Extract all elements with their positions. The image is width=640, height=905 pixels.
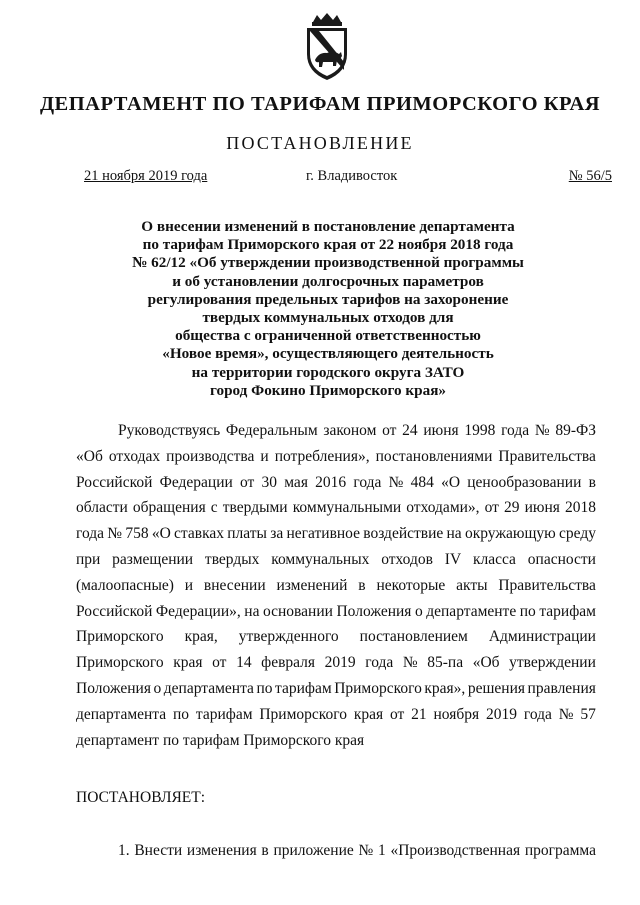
subject-line: и об установлении долгосрочных параметров: [172, 272, 484, 290]
subject-line: № 62/12 «Об утверждении производственной программы: [132, 254, 524, 272]
subject-line: город Фокино Приморского края»: [209, 381, 447, 399]
body-line: Приморского края, утвержденного постановлением Администрации: [76, 628, 596, 646]
subject-line: общества с ограниченной ответственностью: [175, 327, 481, 345]
document-type: ПОСТАНОВЛЕНИЕ: [226, 133, 414, 153]
department-title: ДЕПАРТАМЕНТ ПО ТАРИФАМ ПРИМОРСКОГО КРАЯ: [39, 93, 601, 115]
body-line: Приморского края от 14 февраля 2019 года № 85-па «Об утверждении: [76, 654, 596, 672]
body-line: департамента по тарифам Приморского края от 21 ноября 2019 года № 57: [76, 705, 596, 723]
body-line: Руководствуясь Федеральным законом от 24 июня 1998 года № 89-ФЗ: [118, 422, 596, 439]
body-line: года № 758 «О ставках платы за негативное воздействие на окружающую среду: [76, 525, 596, 543]
document-city: г. Владивосток: [306, 168, 398, 184]
body-line: (малоопасные) и внесении изменений в некоторые акты Правительства: [76, 576, 596, 594]
body-line: при размещении твердых коммунальных отходов IV класса опасности: [76, 550, 596, 568]
coat-of-arms-icon: [299, 12, 355, 82]
preamble-paragraph: [76, 418, 596, 753]
subject-line: по тарифам Приморского края от 22 ноября 2018 года: [142, 236, 514, 254]
body-line: области обращения с твердыми коммунальными отходами», от 29 июня 2018: [76, 499, 596, 517]
document-subject: [60, 218, 596, 400]
document-number: № 56/5: [568, 168, 612, 184]
resolution-item-1: 1. Внести изменения в приложение № 1 «Производственная программа: [118, 842, 596, 859]
resolves-heading: ПОСТАНОВЛЯЕТ:: [76, 789, 206, 806]
subject-line: «Новое время», осуществляющего деятельность: [162, 345, 494, 363]
subject-line: регулирования предельных тарифов на захоронение: [147, 290, 509, 308]
body-line: Положения о департамента по тарифам Приморского края», решения правления: [76, 679, 596, 697]
document-date: 21 ноября 2019 года: [84, 168, 208, 184]
body-line: Российской Федерации от 30 мая 2016 года № 484 «О ценообразовании в: [76, 473, 596, 491]
body-line: «Об отходах производства и потребления», постановлениями Правительства: [76, 447, 596, 465]
subject-line: на территории городского округа ЗАТО: [191, 363, 465, 381]
body-line: департамент по тарифам Приморского края: [76, 731, 365, 749]
body-line: Российской Федерации», на основании Положения о департаменте по тарифам: [76, 602, 596, 620]
subject-line: твердых коммунальных отходов для: [202, 309, 454, 327]
subject-line: О внесении изменений в постановление департамента: [141, 218, 515, 235]
